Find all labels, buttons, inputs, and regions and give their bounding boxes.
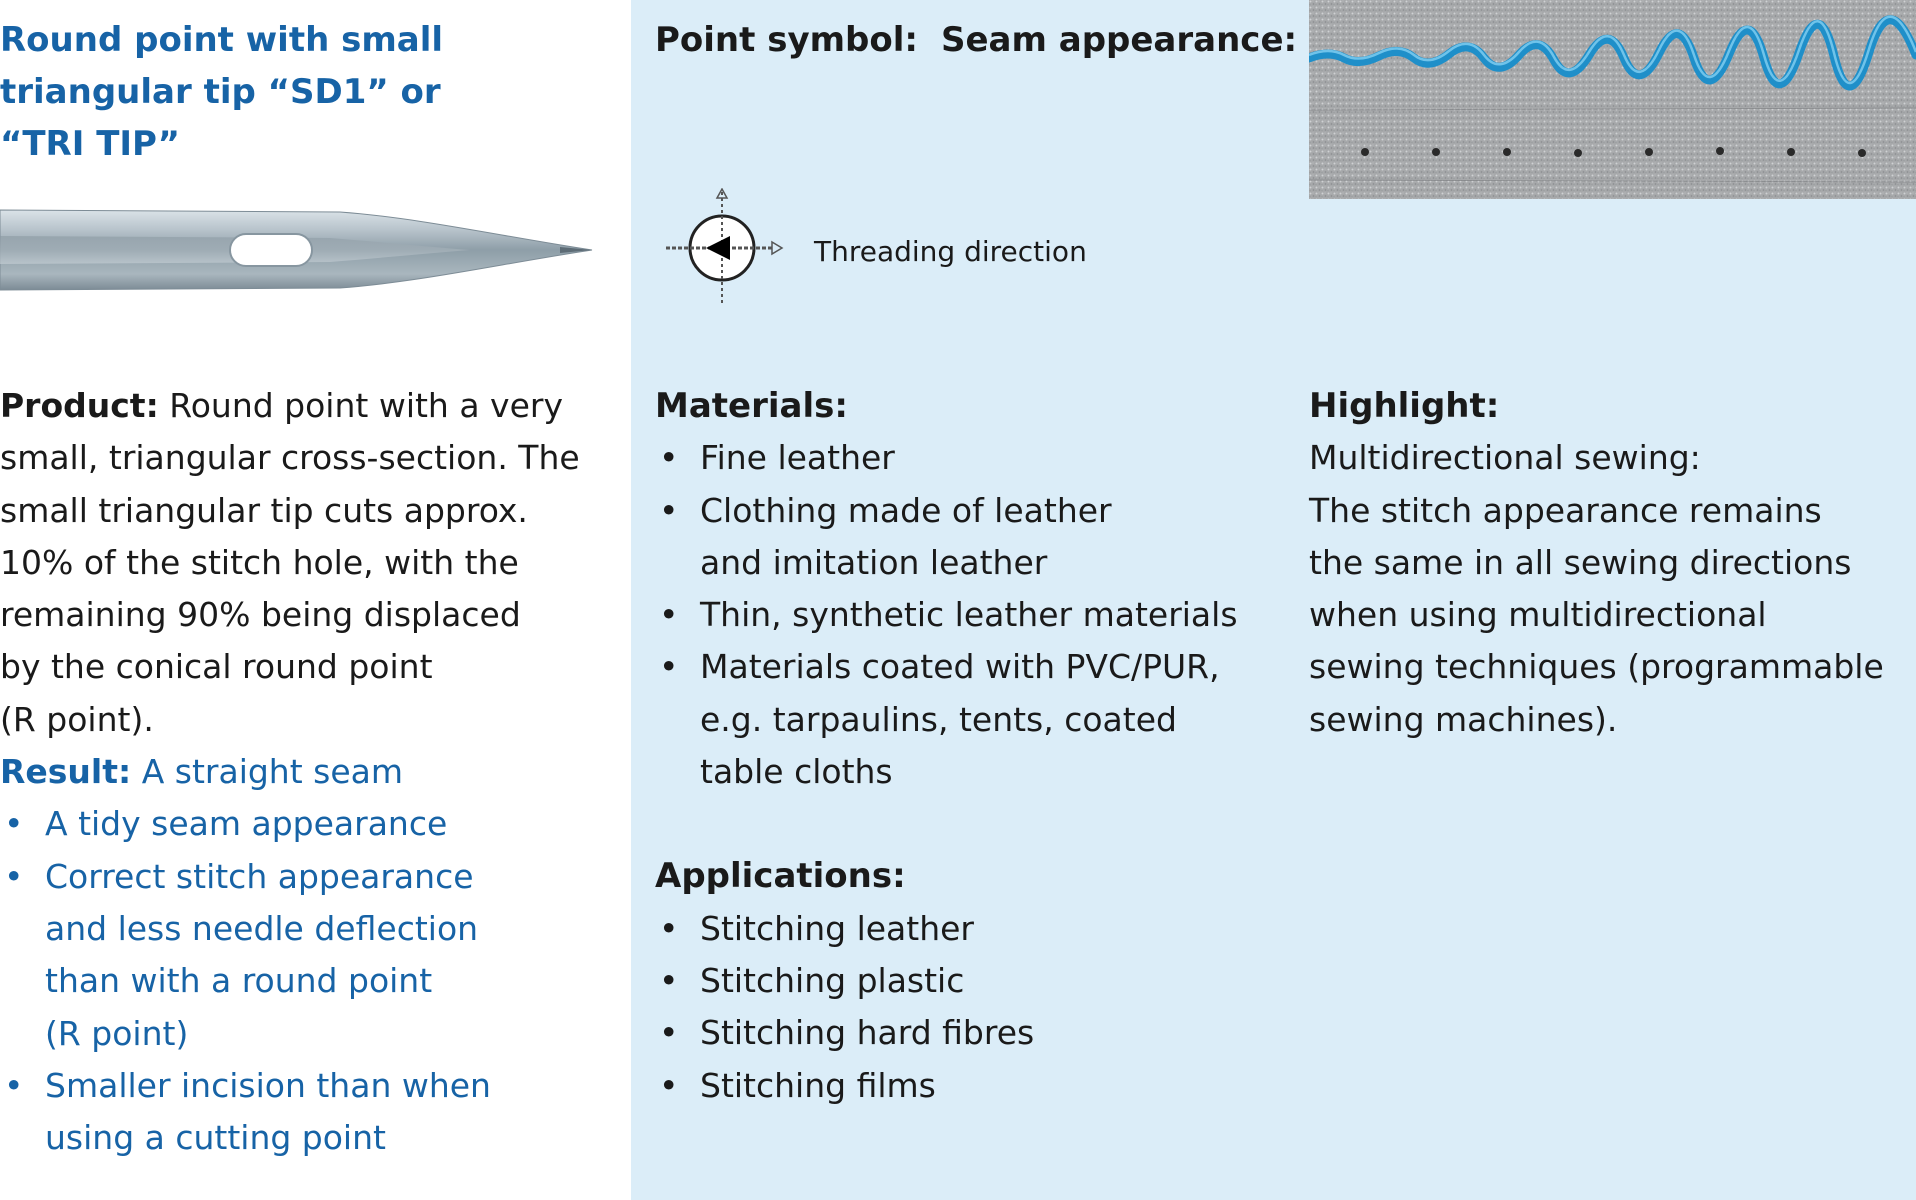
applications-list [655, 903, 1275, 1112]
materials-list [655, 432, 1275, 798]
highlight-text-line: sewing machines). [1309, 699, 1618, 739]
list-item: • A tidy seam appearance [0, 798, 620, 850]
title-line-2: triangular tip “SD1” or [0, 72, 441, 112]
product-text-line: Round point with a very [158, 386, 563, 425]
product-text-line: small triangular tip cuts approx. [0, 490, 528, 530]
result-label: Result: [0, 752, 132, 792]
applications-heading: Applications: [655, 856, 906, 897]
list-item: • Materials coated with PVC/PUR, e.g. tarpaulins, tents, coated table cloths [655, 641, 1275, 798]
result-summary-text: A straight seam [131, 752, 404, 792]
product-text-line: remaining 90% being displaced [0, 595, 521, 635]
list-item: • Stitching hard fibres [655, 1007, 1275, 1059]
list-item: • Correct stitch appearance and less needle deflection than with a round point (R point) [0, 851, 620, 1060]
seam-appearance-label: Seam appearance: [941, 20, 1298, 60]
list-item: • Fine leather [655, 432, 1275, 484]
materials-heading: Materials: [655, 386, 848, 426]
highlight-text-line: sewing techniques (programmable [1309, 647, 1884, 687]
threading-direction-label: Threading direction [814, 235, 1087, 268]
list-item: • Thin, synthetic leather materials [655, 589, 1275, 641]
seam-appearance-image [1309, 0, 1916, 199]
list-item: • Stitching leather [655, 903, 1275, 955]
product-text-line: by the conical round point [0, 647, 433, 687]
page-title [0, 14, 620, 170]
title-line-3: “TRI TIP” [0, 124, 180, 164]
product-description [0, 380, 620, 1164]
list-item: • Clothing made of leather and imitation leather [655, 485, 1275, 590]
product-text-line: small, triangular cross-section. The [0, 438, 580, 478]
title-line-1: Round point with small [0, 20, 444, 60]
list-item: • Smaller incision than when using a cutting point [0, 1060, 620, 1165]
highlight-text-line: Multidirectional sewing: [1309, 438, 1701, 478]
product-text-line: 10% of the stitch hole, with the [0, 542, 519, 582]
point-symbol-icon [660, 188, 785, 308]
result-list [0, 798, 620, 1164]
highlight-text-line: the same in all sewing directions [1309, 542, 1852, 582]
result-summary [0, 746, 620, 798]
highlight-heading: Highlight: [1309, 386, 1500, 426]
highlight-section [1309, 380, 1909, 746]
list-item: • Stitching plastic [655, 955, 1275, 1007]
point-symbol-label: Point symbol: [655, 20, 919, 60]
list-item: • Stitching films [655, 1060, 1275, 1112]
product-text-line: (R point). [0, 699, 154, 739]
product-label: Product: [0, 386, 159, 425]
materials-section [655, 380, 1275, 1112]
highlight-text-line: when using multidirectional [1309, 595, 1767, 635]
highlight-text-line: The stitch appearance remains [1309, 490, 1822, 530]
needle-illustration [0, 200, 600, 300]
